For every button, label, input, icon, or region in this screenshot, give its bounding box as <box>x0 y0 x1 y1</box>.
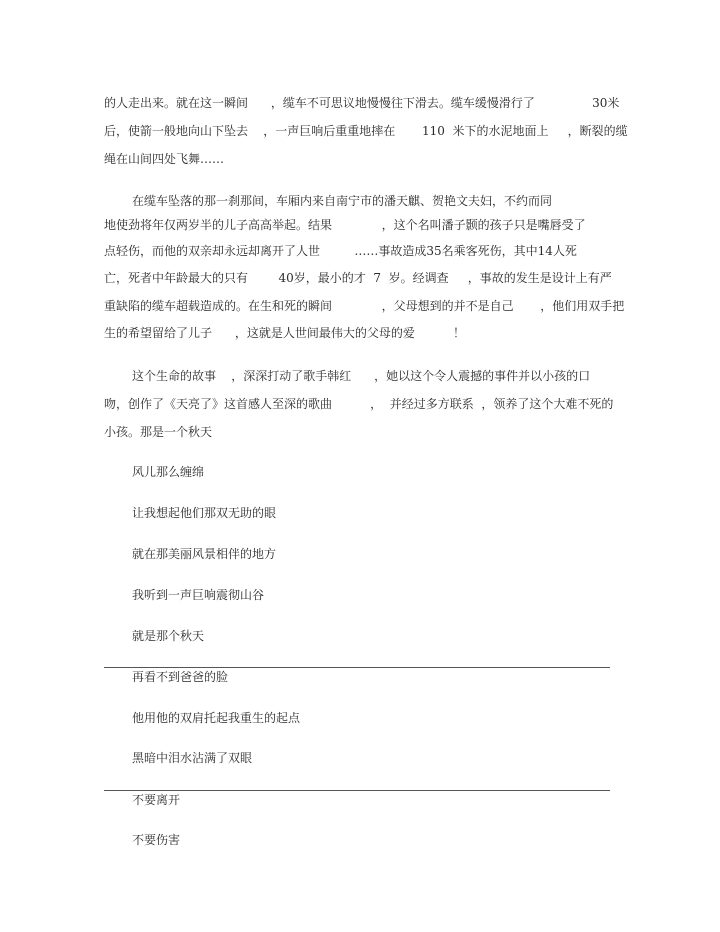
paragraph2-line-4: 亡，死者中年龄最大的只有 40岁，最小的才 7 岁。经调查 ，事故的发生是设计上有严 <box>104 271 612 285</box>
lyric-line-3: 就在那美丽风景相伴的地方 <box>132 547 277 561</box>
lyric-line-6: 再看不到爸爸的脸 <box>132 670 229 684</box>
paragraph2-line-5: 重缺陷的缆车超载造成的。在生和死的瞬间 ，父母想到的并不是自己 ，他们用双手把 <box>104 299 625 313</box>
lyric-line-2: 让我想起他们那双无助的眼 <box>132 506 277 520</box>
horizontal-rule-1 <box>104 667 610 668</box>
lyric-line-10: 不要伤害 <box>132 833 181 847</box>
paragraph2-line-3: 点轻伤，而他的双亲却永远却离开了人世 ……事故造成35名乘客死伤，其中14人死 <box>104 244 577 258</box>
lyric-line-7: 他用他的双肩托起我重生的起点 <box>132 711 301 725</box>
paragraph2-line-6: 生的希望留给了儿子 ，这就是人世间最伟大的父母的爱 ！ <box>104 326 466 340</box>
lyric-line-8: 黑暗中泪水沾满了双眼 <box>132 751 253 765</box>
lyric-line-1: 风儿那么缠绵 <box>132 465 205 479</box>
paragraph3-line-3: 小孩。那是一个秋天 <box>104 425 213 439</box>
paragraph1-line-1: 的人走出来。就在这一瞬间 ，缆车不可思议地慢慢往下滑去。缆车缓慢滑行了 30米 <box>104 96 620 110</box>
paragraph1-line-2: 后，使箭一般地向山下坠去 ，一声巨响后重重地摔在 110 米下的水泥地面上 ，断裂的缆 <box>104 124 628 138</box>
horizontal-rule-2 <box>104 790 610 791</box>
lyric-line-9: 不要离开 <box>132 793 181 807</box>
lyric-line-5: 就是那个秋天 <box>132 629 205 643</box>
paragraph3-line-1: 这个生命的故事 ，深深打动了歌手韩红 ，她以这个令人震撼的事件并以小孩的口 <box>132 369 591 383</box>
paragraph3-line-2: 吻，创作了《天亮了》这首感人至深的歌曲 ， 并经过多方联系 ，领养了这个大难不死的 <box>104 397 614 411</box>
paragraph2-line-2: 地使劲将年仅两岁半的儿子高高举起。结果 ，这个名叫潘子颢的孩子只是嘴唇受了 <box>104 218 586 232</box>
paragraph1-line-3: 绳在山间四处飞舞…… <box>104 152 225 166</box>
paragraph2-line-1: 在缆车坠落的那一刹那间，车厢内来自南宁市的潘天麒、贺艳文夫妇，不约而同 <box>132 194 553 208</box>
lyric-line-4: 我听到一声巨响震彻山谷 <box>132 588 265 602</box>
